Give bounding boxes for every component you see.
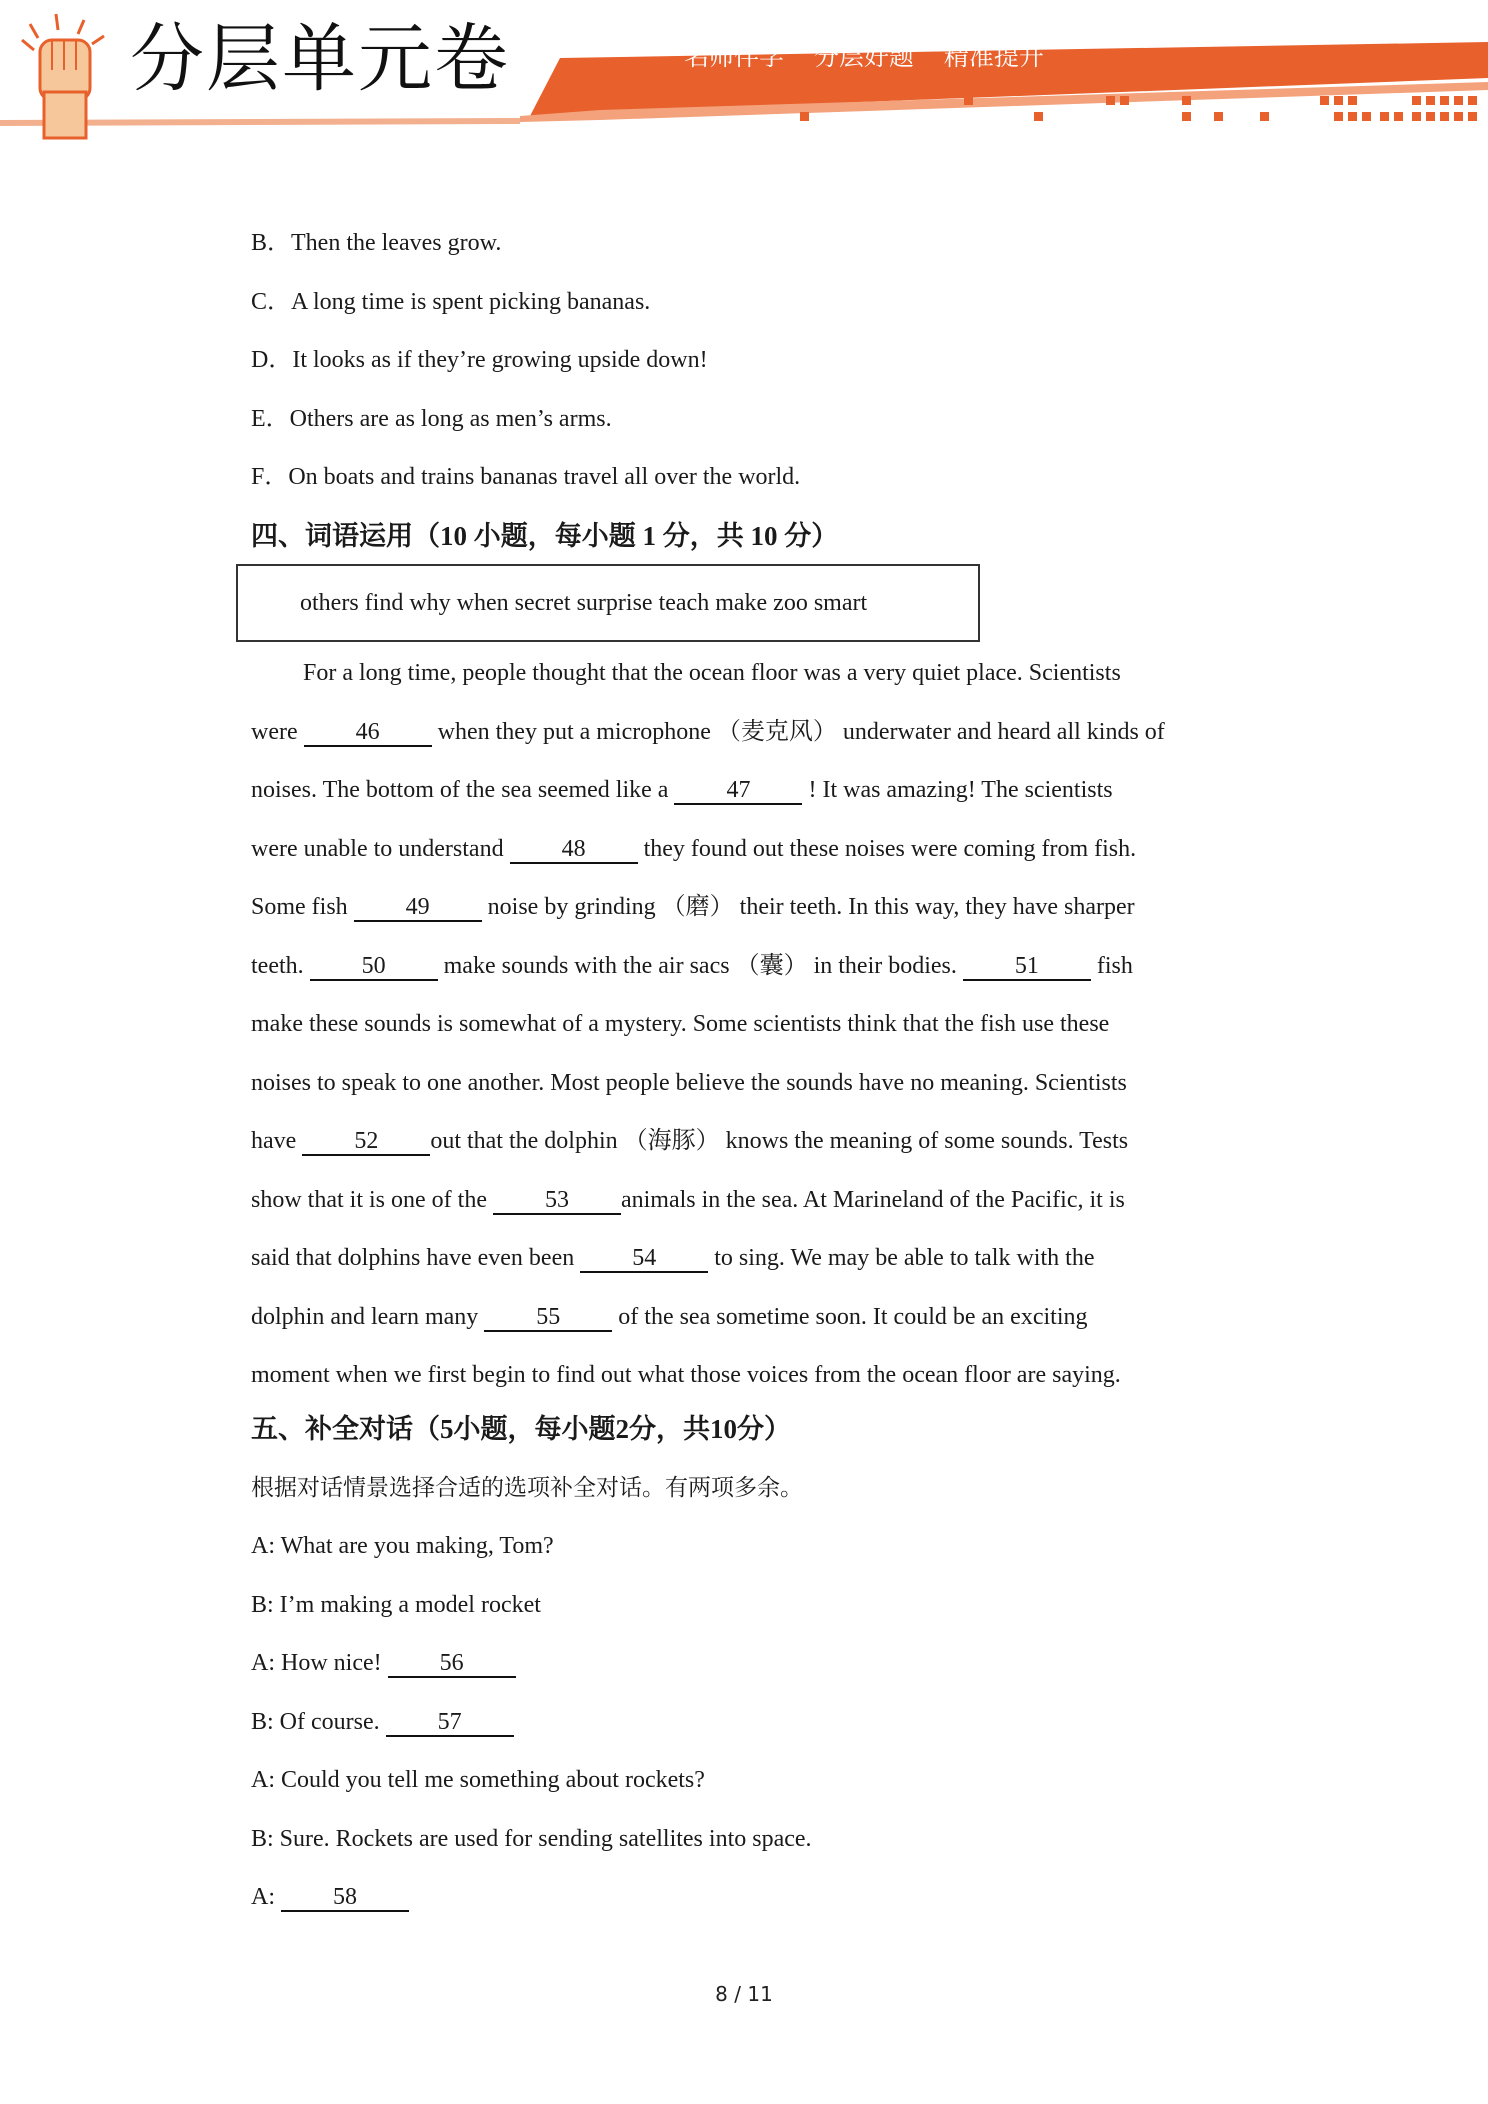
option-b: B．Then the leaves grow. (251, 230, 502, 256)
blank-53[interactable]: 53 (493, 1187, 621, 1215)
word-bank: others find why when secret surprise teach make zoo smart (236, 564, 980, 642)
passage-line: teeth. 50 make sounds with the air sacs （囊） in their bodies. 51 fish (251, 952, 1133, 979)
section5-heading: 五、补全对话（5小题，每小题2分，共10分） (251, 1414, 791, 1444)
dialogue-line: B: Sure. Rockets are used for sending satellites into space. (251, 1825, 812, 1852)
passage-line: have 52 out that the dolphin （海豚） knows the meaning of some sounds. Tests (251, 1128, 1129, 1154)
blank-49[interactable]: 49 (354, 894, 482, 922)
dialogue-line: A: 58 (251, 1874, 1261, 1933)
dialogue-line: A: How nice! 56 (251, 1640, 1261, 1699)
fist-icon (22, 14, 104, 138)
option-f: F．On boats and trains bananas travel all over the world. (251, 464, 801, 490)
option-d: D．It looks as if they’re growing upside down! (251, 347, 708, 373)
passage-line: Some fish 49 noise by grinding （磨） their teeth. In this way, they have sharper (251, 894, 1135, 920)
blank-54[interactable]: 54 (580, 1245, 708, 1273)
section5 (251, 1406, 1261, 1933)
option-e: E．Others are as long as men’s arms. (251, 405, 612, 432)
blank-50[interactable]: 50 (310, 953, 438, 981)
passage-line: dolphin and learn many 55 of the sea sometime soon. It could be an exciting (251, 1303, 1088, 1330)
page-number: 8 / 11 (715, 1982, 773, 2006)
blank-52[interactable]: 52 (302, 1128, 430, 1156)
passage-line: For a long time, people thought that the ocean floor was a very quiet place. Scientists (303, 660, 1121, 686)
section4-heading: 四、词语运用（10 小题，每小题 1 分，共 10 分） (251, 520, 839, 551)
passage-line: show that it is one of the 53 animals in the sea. At Marineland of the Pacific, it is (251, 1186, 1125, 1213)
blank-48[interactable]: 48 (510, 836, 638, 864)
blank-47[interactable]: 47 (674, 777, 802, 805)
options-list (251, 220, 1261, 571)
dialogue-line: A: Could you tell me something about rockets? (251, 1767, 705, 1793)
page-header (0, 0, 1488, 150)
section5-instruction: 根据对话情景选择合适的选项补全对话。有两项多余。 (251, 1474, 803, 1501)
passage-line: were 46 when they put a microphone （麦克风） underwater and heard all kinds of (251, 718, 1165, 745)
header-slogan: 名师伴学 分层好题 精准提升 (684, 42, 1044, 71)
blank-56[interactable]: 56 (388, 1650, 516, 1678)
passage-line: make these sounds is somewhat of a mystery. Some scientists think that the fish use these (251, 1011, 1110, 1037)
passage (251, 650, 1261, 1411)
dialogue-line: B: Of course. 57 (251, 1699, 1261, 1758)
brand-title: 分层单元卷 (130, 16, 510, 102)
dialogue-line: B: I’m making a model rocket (251, 1591, 541, 1618)
blank-55[interactable]: 55 (484, 1304, 612, 1332)
blank-58[interactable]: 58 (281, 1884, 409, 1912)
blank-57[interactable]: 57 (386, 1709, 514, 1737)
blank-51[interactable]: 51 (963, 953, 1091, 981)
passage-line: noises to speak to one another. Most people believe the sounds have no meaning. Scientists (251, 1069, 1127, 1096)
dialogue-line: A: What are you making, Tom? (251, 1533, 554, 1559)
blank-46[interactable]: 46 (304, 719, 432, 747)
passage-line: noises. The bottom of the sea seemed like a 47 ! It was amazing! The scientists (251, 777, 1113, 803)
option-c: C．A long time is spent picking bananas. (251, 288, 651, 315)
passage-line: said that dolphins have even been 54 to sing. We may be able to talk with the (251, 1245, 1095, 1271)
passage-line: were unable to understand 48 they found out these noises were coming from fish. (251, 835, 1137, 862)
passage-line: moment when we first begin to find out what those voices from the ocean floor are saying. (251, 1362, 1121, 1388)
